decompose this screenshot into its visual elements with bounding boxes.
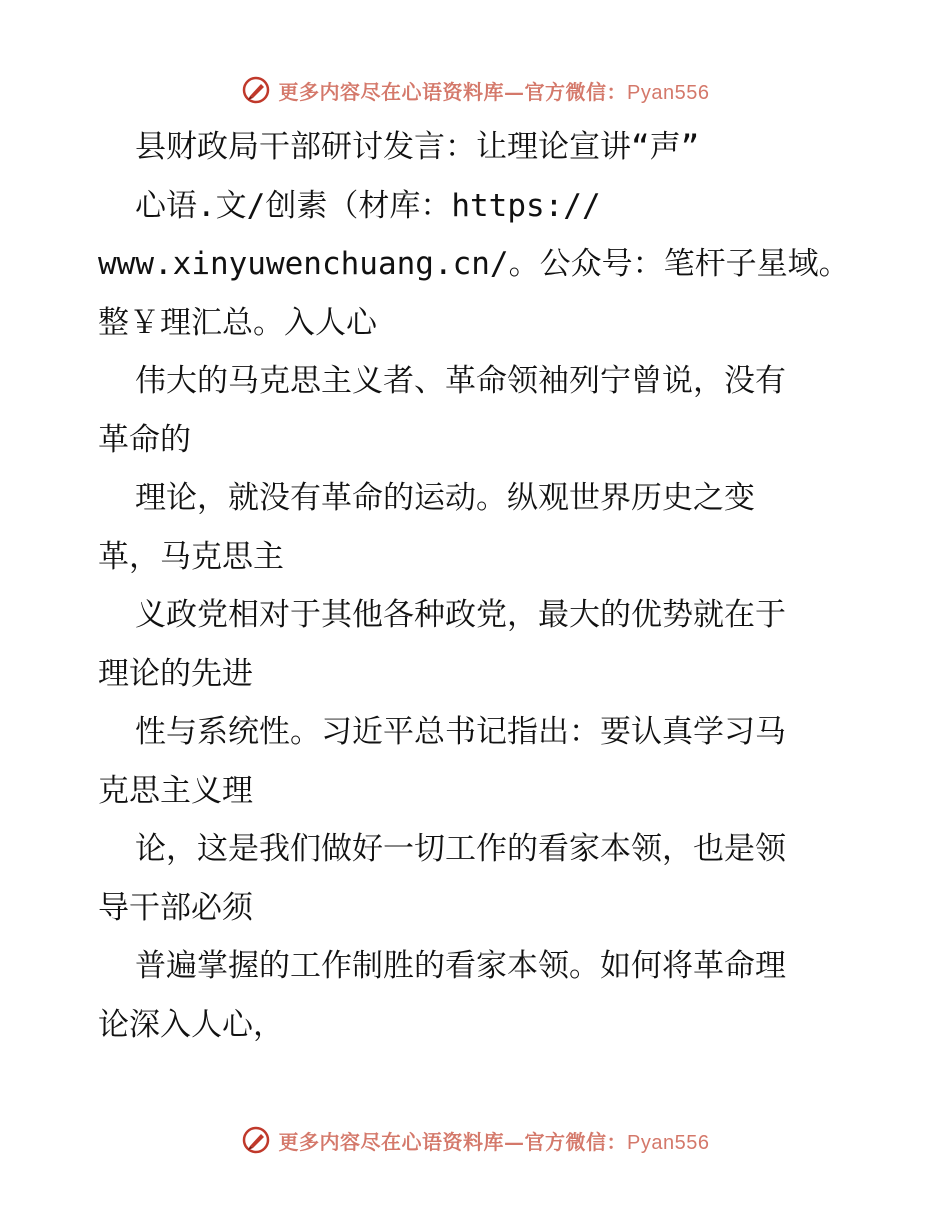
- pen-logo-icon: [241, 75, 271, 105]
- pen-logo-icon: [241, 1125, 271, 1155]
- watermark-wechat-id: Pyan556: [627, 1131, 710, 1154]
- text-line: 理论，就没有革命的运动。纵观世界历史之变: [135, 480, 755, 516]
- text-line: 普遍掌握的工作制胜的看家本领。如何将革命理: [135, 948, 786, 984]
- document-title: 县财政局干部研讨发言：让理论宣讲“声”: [135, 129, 700, 165]
- text-line: 导干部必须: [98, 889, 253, 926]
- watermark-brand-text: 更多内容尽在心语资料库—: [278, 79, 525, 104]
- watermark-brand-text: 更多内容尽在心语资料库—: [278, 1129, 525, 1154]
- watermark-wechat-label: 官方微信：: [524, 1129, 628, 1154]
- text-line: 理论的先进: [98, 655, 253, 692]
- text-line: 心语.文/创素（材库：https://: [135, 187, 601, 224]
- footer-watermark: [0, 1120, 950, 1160]
- text-line: 义政党相对于其他各种政党，最大的优势就在于: [135, 597, 786, 633]
- document-body: [98, 118, 858, 1054]
- text-line: 论，这是我们做好一切工作的看家本领，也是领: [135, 831, 786, 867]
- watermark-wechat-label: 官方微信：: [524, 79, 628, 104]
- text-line: www.xinyuwenchuang.cn/。公众号：笔杆子星域。: [98, 246, 850, 282]
- text-line: 整￥理汇总。入人心: [98, 304, 377, 341]
- text-line: 革，马克思主: [98, 538, 284, 575]
- text-line: 伟大的马克思主义者、革命领袖列宁曾说，没有: [135, 363, 786, 399]
- header-watermark: [0, 70, 950, 110]
- text-line: 论深入人心，: [98, 1006, 284, 1043]
- watermark-wechat-id: Pyan556: [627, 81, 710, 104]
- text-line: 性与系统性。习近平总书记指出：要认真学习马: [135, 714, 786, 750]
- text-line: 克思主义理: [98, 772, 253, 809]
- text-line: 革命的: [98, 421, 191, 458]
